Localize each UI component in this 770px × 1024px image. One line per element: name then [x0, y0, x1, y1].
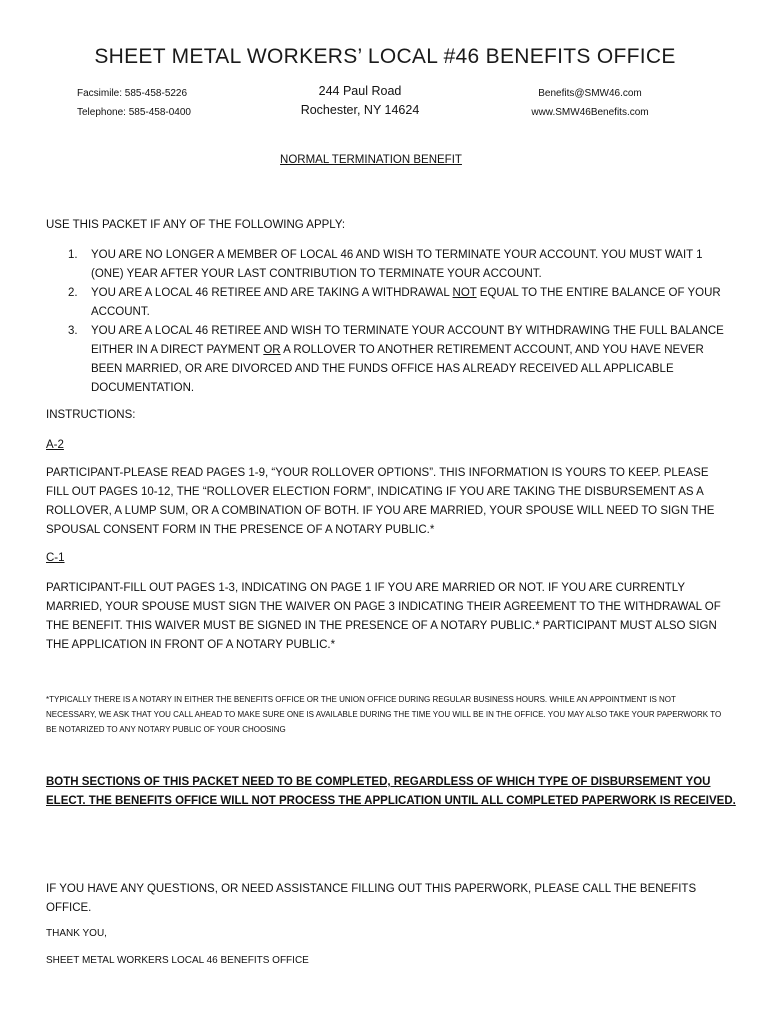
list-item-number: 1. [68, 249, 78, 261]
list-item-number: 2. [68, 287, 78, 299]
closing-text: THANK YOU, [46, 928, 107, 939]
list-item-text: EQUAL TO THE ENTIRE BALANCE OF YOUR ACCOUNT. [91, 287, 721, 318]
conditions-list [46, 246, 726, 398]
notary-footnote: *TYPICALLY THERE IS A NOTARY IN EITHER THE BENEFITS OFFICE OR THE UNION OFFICE DURING REGULAR BUSINESS HOURS. WHILE AN APPOINTMENT IS NOT NECESSARY, WE ASK THAT YOU CALL AHEAD TO MAKE SURE ONE IS AVAILABLE DURING THE TIME YOU WILL BE IN THE OFFICE. YOU MAY ALSO TAKE YOUR PAPERWORK TO BE NOTARIZED TO ANY NOTARY PUBLIC OF YOUR CHOOSING [46, 695, 722, 734]
list-item-text: A ROLLOVER TO ANOTHER RETIREMENT ACCOUNT, AND YOU HAVE NEVER BEEN MARRIED, OR ARE DIVORCED AND THE FUNDS OFFICE HAS ALREADY RECEIVED ALL APPLICABLE DOCUMENTATION. [91, 344, 704, 394]
section-code-a2: A-2 [46, 439, 64, 451]
emphasis-or: OR [263, 344, 281, 356]
address-street: 244 Paul Road [318, 84, 402, 98]
section-a2-text: PARTICIPANT-PLEASE READ PAGES 1-9, “YOUR ROLLOVER OPTIONS”. THIS INFORMATION IS YOURS TO KEEP. PLEASE FILL OUT PAGES 10-12, THE “ROLLOVER ELECTION FORM”, INDICATING IF YOU ARE TAKING THE DISBURSEMENT AS A ROLLOVER, A LUMP SUM, OR A COMBINATION OF BOTH. IF YOU ARE MARRIED, YOUR SPOUSE WILL NEED TO SIGN THE SPOUSAL CONSENT FORM IN THE PRESENCE OF A NOTARY PUBLIC.* [46, 467, 715, 536]
list-item-text: YOU ARE A LOCAL 46 RETIREE AND WISH TO TERMINATE YOUR ACCOUNT BY WITHDRAWING THE FULL BALANCE EITHER IN A DIRECT PAYMENT [91, 325, 724, 356]
phone-contacts [77, 84, 191, 122]
instructions-heading: INSTRUCTIONS: [46, 409, 136, 421]
emphasis-not: NOT [452, 287, 477, 299]
questions-text: IF YOU HAVE ANY QUESTIONS, OR NEED ASSISTANCE FILLING OUT THIS PAPERWORK, PLEASE CALL THE BENEFITS OFFICE. [46, 883, 697, 914]
intro-text: USE THIS PACKET IF ANY OF THE FOLLOWING APPLY: [46, 219, 346, 231]
list-item [46, 284, 726, 322]
list-item [46, 322, 726, 398]
email-address: Benefits@SMW46.com [538, 88, 642, 99]
section-code-c1: C-1 [46, 552, 65, 564]
office-address [270, 82, 450, 120]
address-city: Rochester, NY 14624 [300, 103, 420, 117]
section-c1-text: PARTICIPANT-FILL OUT PAGES 1-3, INDICATING ON PAGE 1 IF YOU ARE MARRIED OR NOT. IF YOU ARE CURRENTLY MARRIED, YOUR SPOUSE MUST SIGN THE WAIVER ON PAGE 3 INDICATING THEIR AGREEMENT TO THE WITHDRAWAL OF THE BENEFIT. THIS WAIVER MUST BE SIGNED IN THE PRESENCE OF A NOTARY PUBLIC.* PARTICIPANT MUST ALSO SIGN THE APPLICATION IN FRONT OF A NOTARY PUBLIC.* [46, 582, 721, 651]
website-address: www.SMW46Benefits.com [531, 107, 649, 118]
online-contacts [510, 84, 670, 122]
list-item-text: YOU ARE A LOCAL 46 RETIREE AND ARE TAKING A WITHDRAWAL [91, 287, 453, 299]
facsimile-number: Facsimile: 585-458-5226 [77, 88, 188, 99]
document-subject: NORMAL TERMINATION BENEFIT [280, 154, 462, 166]
important-note: BOTH SECTIONS OF THIS PACKET NEED TO BE COMPLETED, REGARDLESS OF WHICH TYPE OF DISBURSEMENT YOU ELECT. THE BENEFITS OFFICE WILL NOT PROCESS THE APPLICATION UNTIL ALL COMPLETED PAPERWORK IS RECEIVED. [46, 776, 736, 807]
telephone-number: Telephone: 585-458-0400 [77, 107, 191, 118]
list-item-text: YOU ARE NO LONGER A MEMBER OF LOCAL 46 AND WISH TO TERMINATE YOUR ACCOUNT. YOU MUST WAIT 1 (ONE) YEAR AFTER YOUR LAST CONTRIBUTION TO TERMINATE YOUR ACCOUNT. [91, 249, 703, 280]
list-item [46, 246, 726, 284]
signoff-text: SHEET METAL WORKERS LOCAL 46 BENEFITS OFFICE [46, 955, 309, 966]
list-item-number: 3. [68, 325, 78, 337]
document-title: SHEET METAL WORKERS’ LOCAL #46 BENEFITS OFFICE [94, 45, 676, 68]
